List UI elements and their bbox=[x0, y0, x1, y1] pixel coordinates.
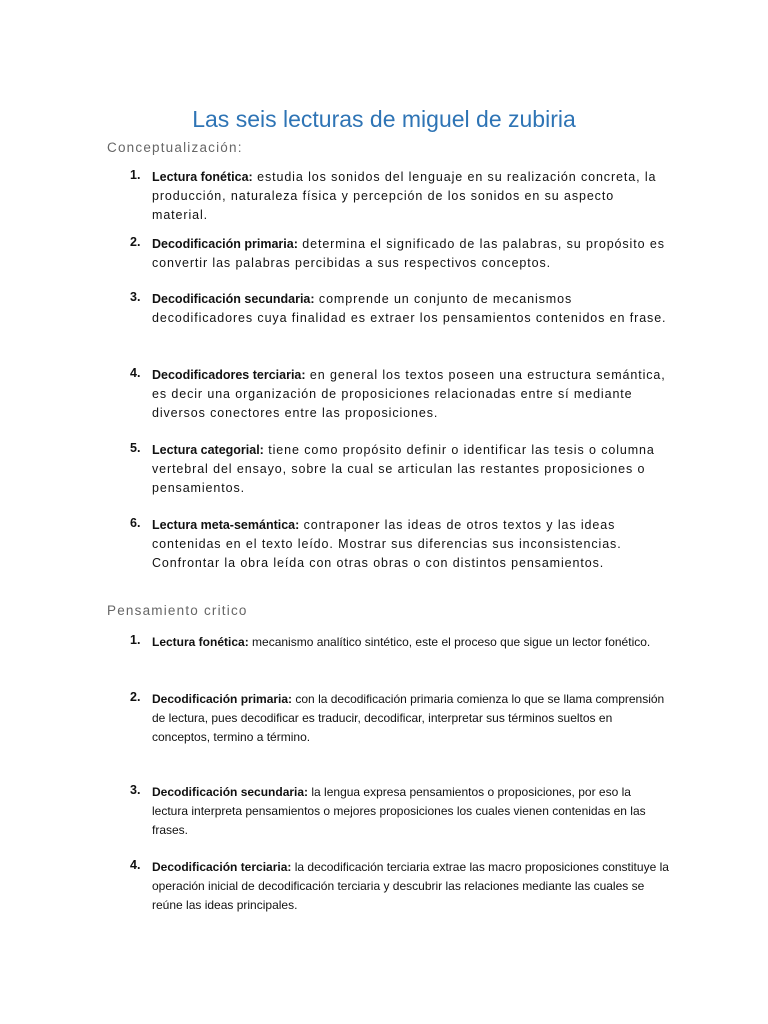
term-label: Lectura categorial: bbox=[152, 443, 264, 457]
term-label: Decodificadores terciaria: bbox=[152, 368, 306, 382]
term-label: Decodificación secundaria: bbox=[152, 292, 315, 306]
list-number: 3. bbox=[130, 290, 141, 304]
term-description: la decodificación terciaria extrae las macro proposiciones constituye la operación inicial de decodificación terciaria y descubrir las relaciones mediante las cuales se reúne las ideas principales. bbox=[152, 860, 669, 912]
list-item bbox=[130, 690, 670, 747]
list-item bbox=[130, 290, 670, 328]
list-number: 1. bbox=[130, 633, 141, 647]
list-number: 4. bbox=[130, 858, 141, 872]
list-item-body bbox=[152, 690, 670, 747]
term-description: determina el significado de las palabras, su propósito es convertir las palabras percibidas a sus respectivos conceptos. bbox=[152, 237, 665, 270]
list-item-body bbox=[152, 235, 670, 273]
list-number: 3. bbox=[130, 783, 141, 797]
section-heading-conceptualizacion: Conceptualización: bbox=[107, 140, 243, 155]
term-label: Lectura fonética: bbox=[152, 170, 253, 184]
document-title: Las seis lecturas de miguel de zubiria bbox=[192, 106, 576, 132]
list-item-body bbox=[152, 633, 670, 652]
term-label: Decodificación terciaria: bbox=[152, 860, 292, 874]
list-item-body bbox=[152, 168, 670, 225]
term-description: en general los textos poseen una estructura semántica, es decir una organización de proposiciones relacionadas entre sí mediante diversos conectores entre las proposiciones. bbox=[152, 368, 666, 420]
term-description: la lengua expresa pensamientos o proposiciones, por eso la lectura interpreta pensamientos o mejores proposiciones los cuales vienen contenidas en las frases. bbox=[152, 785, 646, 837]
section-heading-pensamiento-critico: Pensamiento critico bbox=[107, 603, 248, 618]
list-item bbox=[130, 633, 670, 652]
list-item bbox=[130, 783, 670, 840]
list-item bbox=[130, 168, 670, 225]
list-number: 2. bbox=[130, 690, 141, 704]
list-number: 6. bbox=[130, 516, 141, 530]
term-description: estudia los sonidos del lenguaje en su realización concreta, la producción, naturaleza física y percepción de los sonidos en su aspecto material. bbox=[152, 170, 657, 222]
term-description: contraponer las ideas de otros textos y las ideas contenidas en el texto leído. Mostrar sus diferencias sus inconsistencias. Confrontar la obra leída con otras obras o con distintos pensamientos. bbox=[152, 518, 622, 570]
term-description: comprende un conjunto de mecanismos decodificadores cuya finalidad es extraer los pensamientos contenidos en frase. bbox=[152, 292, 667, 325]
list-number: 2. bbox=[130, 235, 141, 249]
term-label: Decodificación primaria: bbox=[152, 692, 293, 706]
list-item-body bbox=[152, 516, 670, 573]
list-item-body bbox=[152, 441, 670, 498]
list-item bbox=[130, 516, 670, 573]
term-description: con la decodificación primaria comienza lo que se llama comprensión de lectura, pues decodificar es traducir, decodificar, interpretar sus términos sueltos en conceptos, termino a término. bbox=[152, 692, 665, 744]
term-label: Decodificación primaria: bbox=[152, 237, 298, 251]
term-description: tiene como propósito definir o identificar las tesis o columna vertebral del ensayo, sobre la cual se articulan las restantes proposiciones o pensamientos. bbox=[152, 443, 655, 495]
term-description: mecanismo analítico sintético, este el proceso que sigue un lector fonético. bbox=[248, 635, 651, 649]
list-item bbox=[130, 858, 670, 915]
list-number: 4. bbox=[130, 366, 141, 380]
term-label: Decodificación secundaria: bbox=[152, 785, 309, 799]
list-item-body bbox=[152, 290, 670, 328]
list-item bbox=[130, 441, 670, 498]
term-label: Lectura meta-semántica: bbox=[152, 518, 300, 532]
list-item bbox=[130, 366, 670, 423]
list-item-body bbox=[152, 366, 670, 423]
list-item-body bbox=[152, 858, 670, 915]
list-item bbox=[130, 235, 670, 273]
list-number: 1. bbox=[130, 168, 141, 182]
list-item-body bbox=[152, 783, 670, 840]
list-number: 5. bbox=[130, 441, 141, 455]
term-label: Lectura fonética: bbox=[152, 635, 249, 649]
